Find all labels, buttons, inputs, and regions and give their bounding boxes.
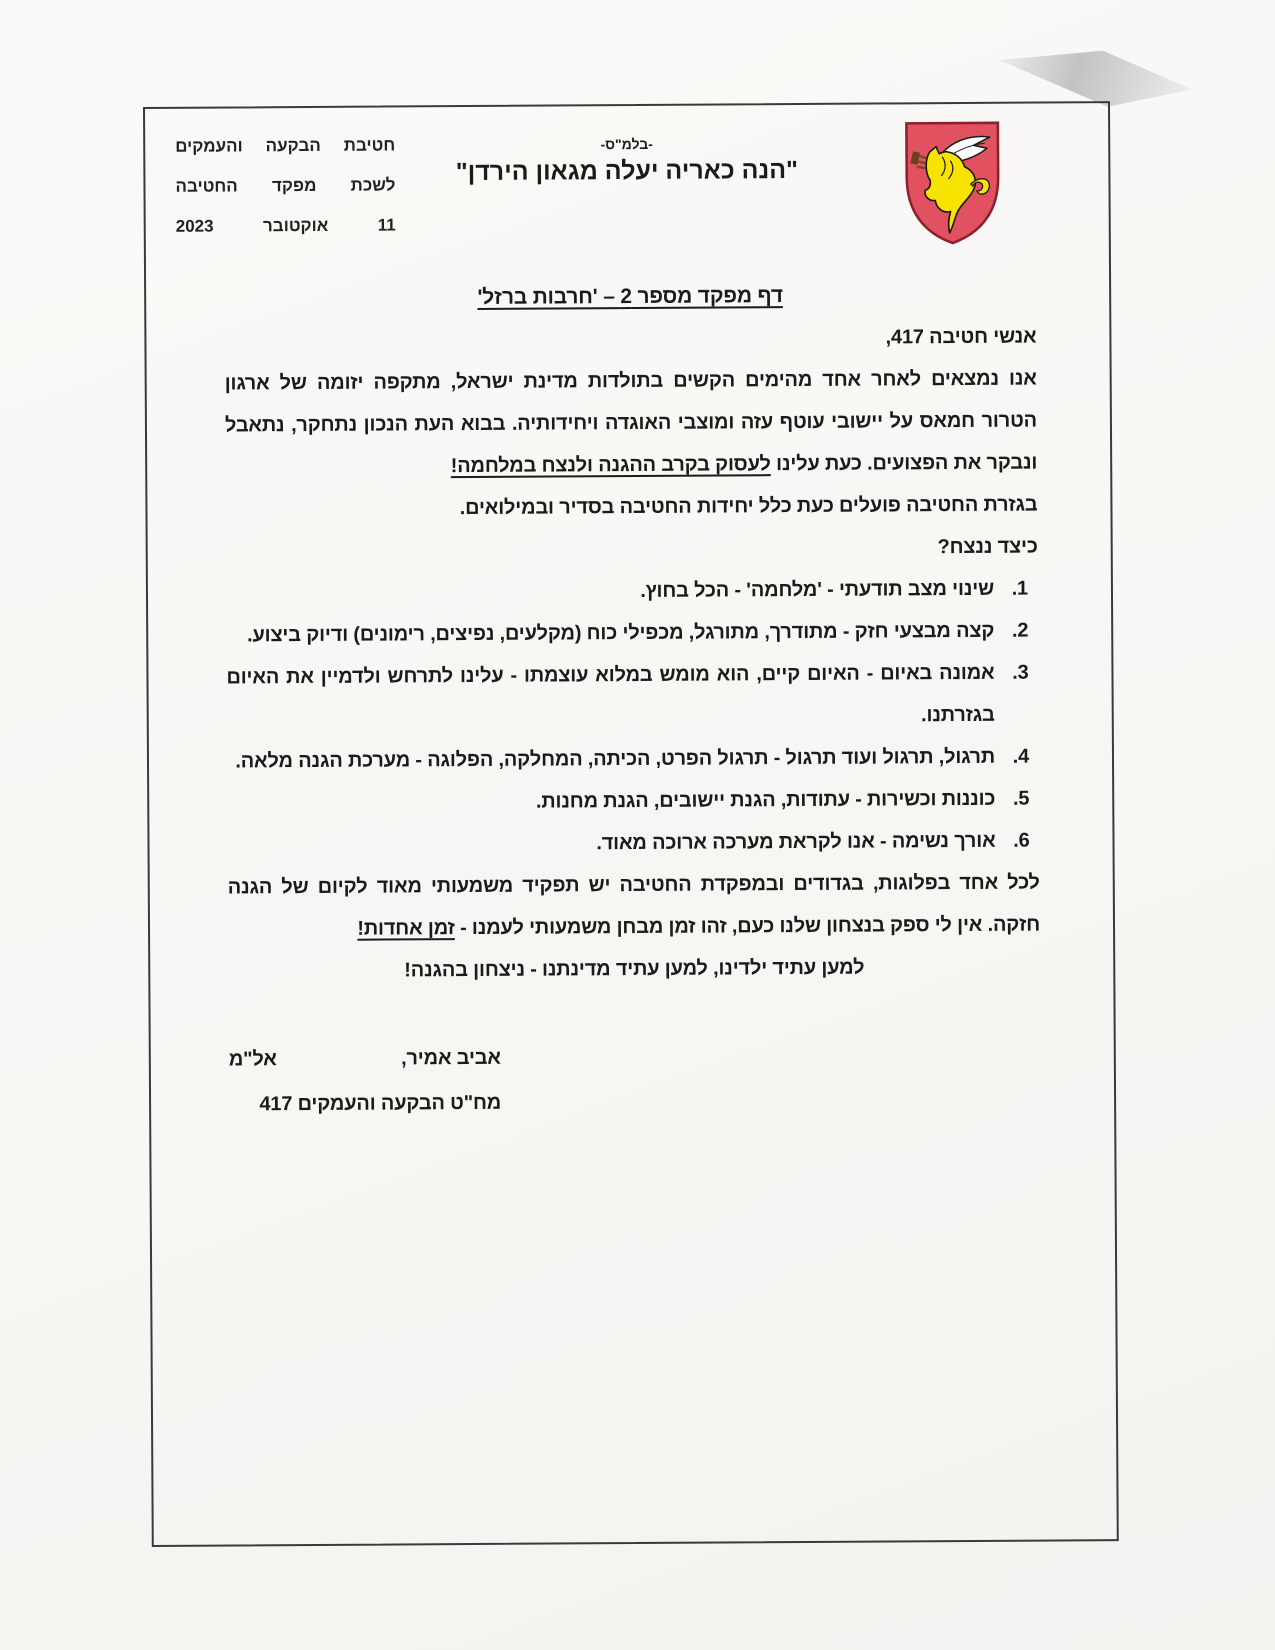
list-item-number: 3. xyxy=(1012,661,1029,684)
list-item xyxy=(226,610,1038,657)
list-item-text: אמונה באיום - האיום קיים, הוא מומש במלוא עוצמתו - עלינו לתרחש ולדמיין את האיום בגזרתנו. xyxy=(226,661,995,727)
list-item xyxy=(227,736,1039,783)
slogan-line: למען עתיד ילדינו, למען עתיד מדינתנו - ניצחון בהגנה! xyxy=(404,956,865,982)
classification-marking: -בלמ"ס- xyxy=(600,135,653,153)
letterhead-date-day: 11 xyxy=(377,215,396,235)
letterhead-word: החטיבה xyxy=(175,176,238,196)
list-item-text: אורך נשימה - אנו לקראת מערכה ארוכה מאוד. xyxy=(596,829,996,855)
letterhead-word: מפקד xyxy=(271,175,317,196)
opening-text: אנו נמצאים לאחר אחד מהימים הקשים בתולדות מדינת ישראל, מתקפה יזומה של ארגון הטרור חמאס על יישובי עוטף עזה ומוצבי האוגדה ויחידותיה. בבוא העת הנכון נתחקר, נתאבל ונבקר את הפצועים. כעת עלינו xyxy=(224,367,1038,476)
list-item-text: כוננות וכשירות - עתודות, הגנת יישובים, הגנת מחנות. xyxy=(535,787,996,813)
letterhead-word: חטיבת xyxy=(343,135,396,155)
signature-name: אביב אמיר, xyxy=(401,1046,501,1070)
document-border-frame xyxy=(143,101,1119,1547)
letterhead-date-month: אוקטובר xyxy=(262,215,329,236)
list-item-text: תרגול, תרגול ועוד תרגול - תרגול הפרט, הכיתה, המחלקה, הפלוגה - מערכת הגנה מלאה. xyxy=(235,745,996,773)
list-item-number: 4. xyxy=(1012,745,1030,768)
letterhead-word: והעמקים xyxy=(175,136,243,156)
brigade-motto: "הנה כאריה יעלה מגאון הירדן" xyxy=(455,156,799,187)
list-item-text: שינוי מצב תודעתי - 'מלחמה' - הכל בחוץ. xyxy=(640,577,995,602)
question-line: כיצד ננצח? xyxy=(937,535,1038,559)
closing-text: לכל אחד בפלוגות, בגדודים ובמפקדת החטיבה יש תפקיד משמעותי מאוד לקיום של הגנה חזקה. אין לי ספק בנצחון שלנו כעם, זהו זמן מבחן משמעותי לעמנו - xyxy=(227,871,1041,940)
opening-underlined-text: לעסוק בקרב ההגנה ולנצח במלחמה! xyxy=(450,453,771,478)
closing-underlined-text: זמן אחדות! xyxy=(357,917,455,940)
deployment-line: בגזרת החטיבה פועלים כעת כלל יחידות החטיבה בסדיר ובמילואים. xyxy=(459,493,1038,520)
list-item xyxy=(227,820,1039,867)
list-item-number: 5. xyxy=(1012,787,1030,810)
document-title: דף מפקד מספר 2 – 'חרבות ברזל' xyxy=(477,284,783,309)
list-item-text: קצה מבצעי חזק - מתודרך, מתורגל, מכפילי כוח (מקלעים, נפיצים, רימונים) ודיוק ביצוע. xyxy=(246,619,995,647)
list-item xyxy=(227,778,1039,825)
list-item-number: 6. xyxy=(1013,829,1030,852)
list-item xyxy=(226,568,1038,615)
numbered-list xyxy=(226,568,1040,867)
signature-role: מח"ט הבקעה והעמקים 417 xyxy=(259,1091,502,1116)
opening-paragraph xyxy=(225,358,1038,489)
letter-body xyxy=(223,104,1041,1126)
signature-block xyxy=(229,1037,502,1126)
signature-name-rank-row xyxy=(229,1037,501,1081)
letterhead-date-year: 2023 xyxy=(175,216,214,236)
letterhead-word: לשכת xyxy=(350,175,396,195)
salutation: אנשי חטיבה 417, xyxy=(885,325,1037,349)
list-item-number: 1. xyxy=(1011,577,1029,600)
list-item-number: 2. xyxy=(1011,619,1029,642)
letterhead-word: הבקעה xyxy=(265,135,321,156)
closing-paragraph xyxy=(228,862,1040,951)
list-item xyxy=(226,652,1038,741)
signature-rank: אל"מ xyxy=(228,1048,277,1071)
